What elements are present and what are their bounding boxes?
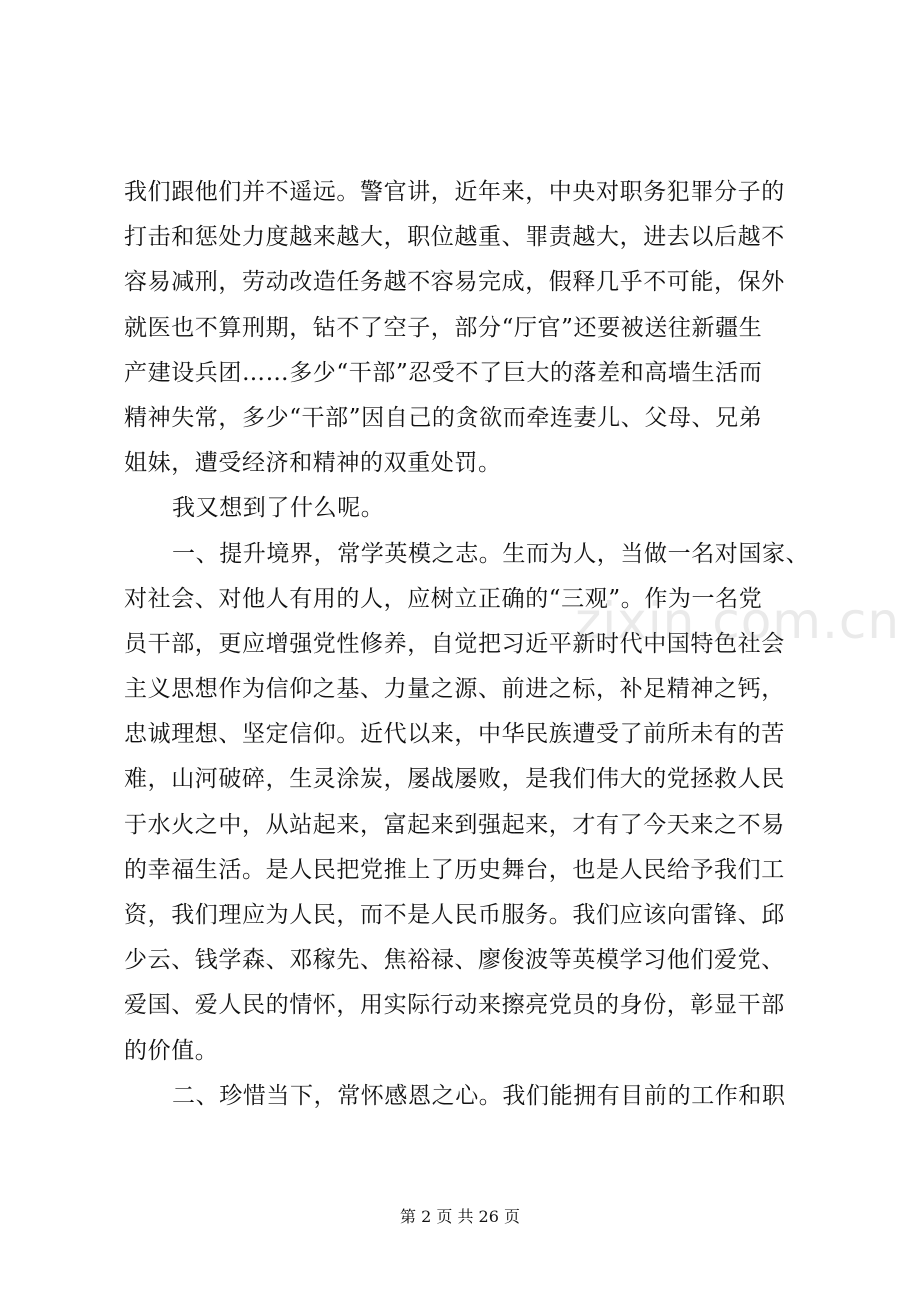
- text-line: 忠诚理想、坚定信仰。近代以来，中华民族遭受了前所未有的苦: [124, 721, 785, 748]
- page-footer: 第 2 页 共 26 页: [400, 1207, 520, 1226]
- text-line: 于水火之中，从站起来，富起来到强起来，才有了今天来之不易: [124, 811, 785, 838]
- text-line: 的幸福生活。是人民把党推上了历史舞台，也是人民给予我们工: [124, 856, 785, 883]
- text-line: 爱国、爱人民的情怀，用实际行动来擦亮党员的身份，彰显干部: [124, 992, 785, 1019]
- text-line: 精神失常，多少“干部”因自己的贪欲而牵连妻儿、父母、兄弟: [124, 404, 763, 431]
- watermark: zixin.com.cn: [575, 592, 901, 650]
- text-line: 对社会、对他人有用的人，应树立正确的“三观”。作为一名党: [124, 585, 763, 612]
- text-line: 的价值。: [124, 1037, 219, 1064]
- text-line: 主义思想作为信仰之基、力量之源、前进之标，补足精神之钙，: [124, 676, 785, 703]
- text-line: 难，山河破碎，生灵涂炭，屡战屡败，是我们伟大的党拯救人民: [124, 766, 785, 793]
- text-line: 少云、钱学森、邓稼先、焦裕禄、廖俊波等英模学习他们爱党、: [124, 947, 785, 974]
- text-line: 我们跟他们并不遥远。警官讲，近年来，中央对职务犯罪分子的: [124, 179, 785, 205]
- text-line: 容易减刑，劳动改造任务越不容易完成，假释几乎不可能，保外: [124, 269, 785, 296]
- text-line: 员干部，更应增强党性修养，自觉把习近平新时代中国特色社会: [124, 630, 785, 657]
- paragraph-start-line: 我又想到了什么呢。: [172, 495, 385, 522]
- paragraph-start-line: 二、珍惜当下，常怀感恩之心。我们能拥有目前的工作和职: [172, 1082, 786, 1109]
- text-line: 资，我们理应为人民，而不是人民币服务。我们应该向雷锋、邱: [124, 902, 785, 928]
- text-line: 产建设兵团……多少“干部”忍受不了巨大的落差和高墙生活而: [124, 359, 763, 386]
- paragraph-start-line: 一、提升境界，常学英模之志。生而为人，当做一名对国家、: [172, 540, 810, 567]
- text-line: 姐妹，遭受经济和精神的双重处罚。: [124, 450, 502, 477]
- text-line: 就医也不算刑期，钻不了空子，部分“厅官”还要被送往新疆生: [124, 314, 763, 341]
- text-line: 打击和惩处力度越来越大，职位越重、罪责越大，进去以后越不: [124, 224, 785, 251]
